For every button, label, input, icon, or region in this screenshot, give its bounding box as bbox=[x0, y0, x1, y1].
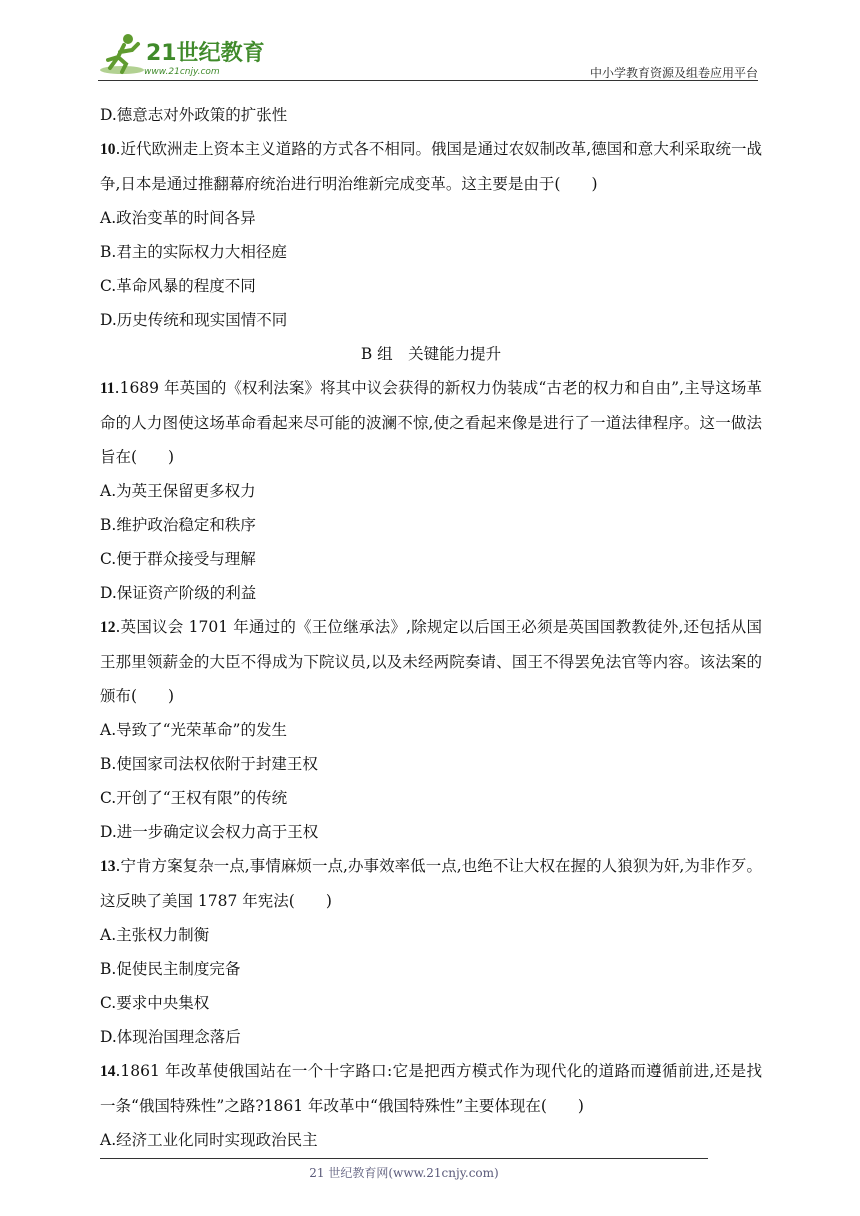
question-text: .1861 年改革使俄国站在一个十字路口:它是把西方模式作为现代化的道路而遵循前进,还是找一条“俄国特殊性”之路?1861 年改革中“俄国特殊性”主要体现在( ) bbox=[100, 1062, 762, 1115]
footer-divider bbox=[100, 1158, 708, 1159]
svg-text:21世纪教育: 21世纪教育 bbox=[146, 41, 265, 66]
answer-option: C.开创了“王权有限”的传统 bbox=[100, 789, 288, 807]
platform-name: 中小学教育资源及组卷应用平台 bbox=[589, 66, 758, 80]
answer-option: C.要求中央集权 bbox=[100, 994, 210, 1012]
answer-option: A.导致了“光荣革命”的发生 bbox=[100, 721, 287, 739]
question-number: 12 bbox=[100, 619, 116, 636]
answer-option: D.保证资产阶级的利益 bbox=[100, 584, 257, 602]
running-man-icon bbox=[98, 30, 268, 80]
answer-option: D.德意志对外政策的扩张性 bbox=[100, 106, 288, 124]
answer-option: C.革命风暴的程度不同 bbox=[100, 277, 256, 295]
answer-option: A.经济工业化同时实现政治民主 bbox=[100, 1131, 318, 1149]
answer-option: B.促使民主制度完备 bbox=[100, 960, 241, 978]
question-text: .英国议会 1701 年通过的《王位继承法》,除规定以后国王必须是英国国教教徒外,还包括从国王那里领薪金的大臣不得成为下院议员,以及未经两院奏请、国王不得罢免法官等内容。该法案的颁布( ) bbox=[100, 618, 762, 705]
answer-option: B.君主的实际权力大相径庭 bbox=[100, 243, 287, 261]
question-stem bbox=[100, 371, 762, 474]
answer-option: B.维护政治稳定和秩序 bbox=[100, 516, 256, 534]
question-number: 13 bbox=[100, 858, 116, 875]
question-stem bbox=[100, 1054, 762, 1123]
answer-option: D.历史传统和现实国情不同 bbox=[100, 311, 288, 329]
answer-option: A.政治变革的时间各异 bbox=[100, 209, 256, 227]
page-footer: 21 世纪教育网(www.21cnjy.com) bbox=[309, 1166, 499, 1180]
question-number: 14 bbox=[100, 1063, 116, 1080]
header-divider bbox=[98, 80, 758, 81]
question-content bbox=[100, 98, 762, 1157]
question-stem bbox=[100, 610, 762, 713]
answer-option: D.进一步确定议会权力高于王权 bbox=[100, 823, 319, 841]
question-number: 11 bbox=[100, 380, 115, 397]
answer-option: A.主张权力制衡 bbox=[100, 926, 210, 944]
svg-text:www.21cnjy.com: www.21cnjy.com bbox=[144, 67, 220, 77]
page-header bbox=[98, 30, 758, 82]
answer-option: D.体现治国理念落后 bbox=[100, 1028, 241, 1046]
question-text: .近代欧洲走上资本主义道路的方式各不相同。俄国是通过农奴制改革,德国和意大利采取统一战争,日本是通过推翻幕府统治进行明治维新完成变革。这主要是由于( ) bbox=[100, 140, 762, 193]
answer-option: C.便于群众接受与理解 bbox=[100, 550, 256, 568]
question-text: .宁肯方案复杂一点,事情麻烦一点,办事效率低一点,也绝不让大权在握的人狼狈为奸,为非作歹。这反映了美国 1787 年宪法( ) bbox=[100, 857, 762, 910]
question-stem bbox=[100, 849, 762, 918]
answer-option: B.使国家司法权依附于封建王权 bbox=[100, 755, 318, 773]
answer-option: A.为英王保留更多权力 bbox=[100, 482, 256, 500]
question-text: .1689 年英国的《权利法案》将其中议会获得的新权力伪装成“古老的权力和自由”,主导这场革命的人力图使这场革命看起来尽可能的波澜不惊,使之看起来像是进行了一道法律程序。这一做法旨在( ) bbox=[100, 379, 762, 466]
question-stem bbox=[100, 132, 762, 201]
section-heading: B 组 关键能力提升 bbox=[360, 345, 502, 363]
site-logo bbox=[98, 30, 268, 80]
question-number: 10 bbox=[100, 141, 116, 158]
